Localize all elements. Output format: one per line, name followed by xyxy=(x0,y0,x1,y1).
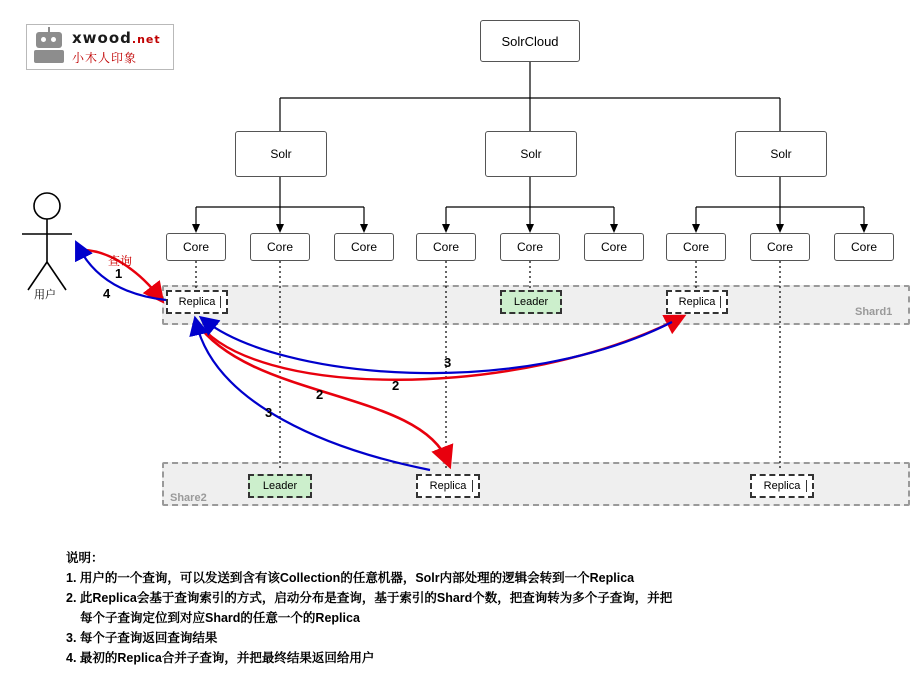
shard1-replica-3[interactable] xyxy=(666,290,728,314)
node-core-5[interactable] xyxy=(500,233,560,261)
node-solr-1-label: Solr xyxy=(270,147,292,161)
shard2-replica-3[interactable] xyxy=(750,474,814,498)
legend-line-2: 2. 此Replica会基于查询索引的方式，启动分布是查询，基于索引的Shard个数，把查询转为多个子查询，并把 xyxy=(66,591,673,605)
node-core-1[interactable] xyxy=(166,233,226,261)
logo-brand-text: xwood xyxy=(72,28,132,47)
logo-brand xyxy=(72,29,161,47)
shard2-leader[interactable] xyxy=(248,474,312,498)
node-solrcloud-label: SolrCloud xyxy=(501,33,559,49)
logo-brand-suffix: .net xyxy=(131,32,161,46)
flow-step-3a: 3 xyxy=(444,355,452,370)
shard1-replica-3-label: Replica xyxy=(678,296,716,308)
flow-step-2a: 2 xyxy=(392,378,400,393)
replica-divider xyxy=(806,480,807,492)
flow-step-3b: 3 xyxy=(265,405,273,420)
node-core-9-label: Core xyxy=(850,240,877,254)
shard1-leader[interactable] xyxy=(500,290,562,314)
node-solr-1[interactable] xyxy=(235,131,327,177)
node-solrcloud[interactable] xyxy=(480,20,580,62)
legend-line-4: 4. 最初的Replica合并子查询，并把最终结果返回给用户 xyxy=(66,651,375,665)
shard2-replica-2-label: Replica xyxy=(429,480,467,492)
node-core-3[interactable] xyxy=(334,233,394,261)
site-logo xyxy=(26,24,174,70)
user-label: 用户 xyxy=(34,289,56,301)
node-core-5-label: Core xyxy=(516,240,543,254)
shard-label-2: Share2 xyxy=(170,492,207,504)
node-core-2-label: Core xyxy=(266,240,293,254)
legend-title: 说明： xyxy=(66,551,104,565)
flow-step-1: 1 xyxy=(115,266,123,281)
node-solr-2[interactable] xyxy=(485,131,577,177)
legend xyxy=(66,548,856,668)
node-solr-3-label: Solr xyxy=(770,147,792,161)
logo-subtitle: 小木人印象 xyxy=(72,50,138,65)
node-solr-3[interactable] xyxy=(735,131,827,177)
node-core-8-label: Core xyxy=(766,240,793,254)
legend-line-2-cont: 每个子查询定位到对应Shard的任意一个的Replica xyxy=(80,611,360,625)
node-core-4[interactable] xyxy=(416,233,476,261)
shard-label-1: Shard1 xyxy=(855,306,893,318)
shard2-replica-2[interactable] xyxy=(416,474,480,498)
node-core-6[interactable] xyxy=(584,233,644,261)
replica-divider xyxy=(472,480,473,492)
node-core-7-label: Core xyxy=(682,240,709,254)
node-core-8[interactable] xyxy=(750,233,810,261)
flow-step-2b: 2 xyxy=(316,387,324,402)
shard2-leader-label: Leader xyxy=(262,480,298,492)
shard1-replica-1[interactable] xyxy=(166,290,228,314)
legend-line-3: 3. 每个子查询返回查询结果 xyxy=(66,631,218,645)
shard1-replica-1-label: Replica xyxy=(178,296,216,308)
node-core-9[interactable] xyxy=(834,233,894,261)
legend-line-1: 1. 用户的一个查询，可以发送到含有该Collection的任意机器，Solr内部处理的逻辑会转到一个Replica xyxy=(66,571,635,585)
query-label: 查询 xyxy=(108,254,133,268)
node-core-1-label: Core xyxy=(182,240,209,254)
node-core-6-label: Core xyxy=(600,240,627,254)
node-core-2[interactable] xyxy=(250,233,310,261)
shard2-replica-3-label: Replica xyxy=(763,480,801,492)
node-solr-2-label: Solr xyxy=(520,147,542,161)
node-core-3-label: Core xyxy=(350,240,377,254)
node-core-4-label: Core xyxy=(432,240,459,254)
replica-divider xyxy=(220,296,221,308)
robot-icon xyxy=(32,30,68,64)
replica-divider xyxy=(720,296,721,308)
shard1-leader-label: Leader xyxy=(513,296,549,308)
node-core-7[interactable] xyxy=(666,233,726,261)
flow-step-4: 4 xyxy=(103,286,111,301)
